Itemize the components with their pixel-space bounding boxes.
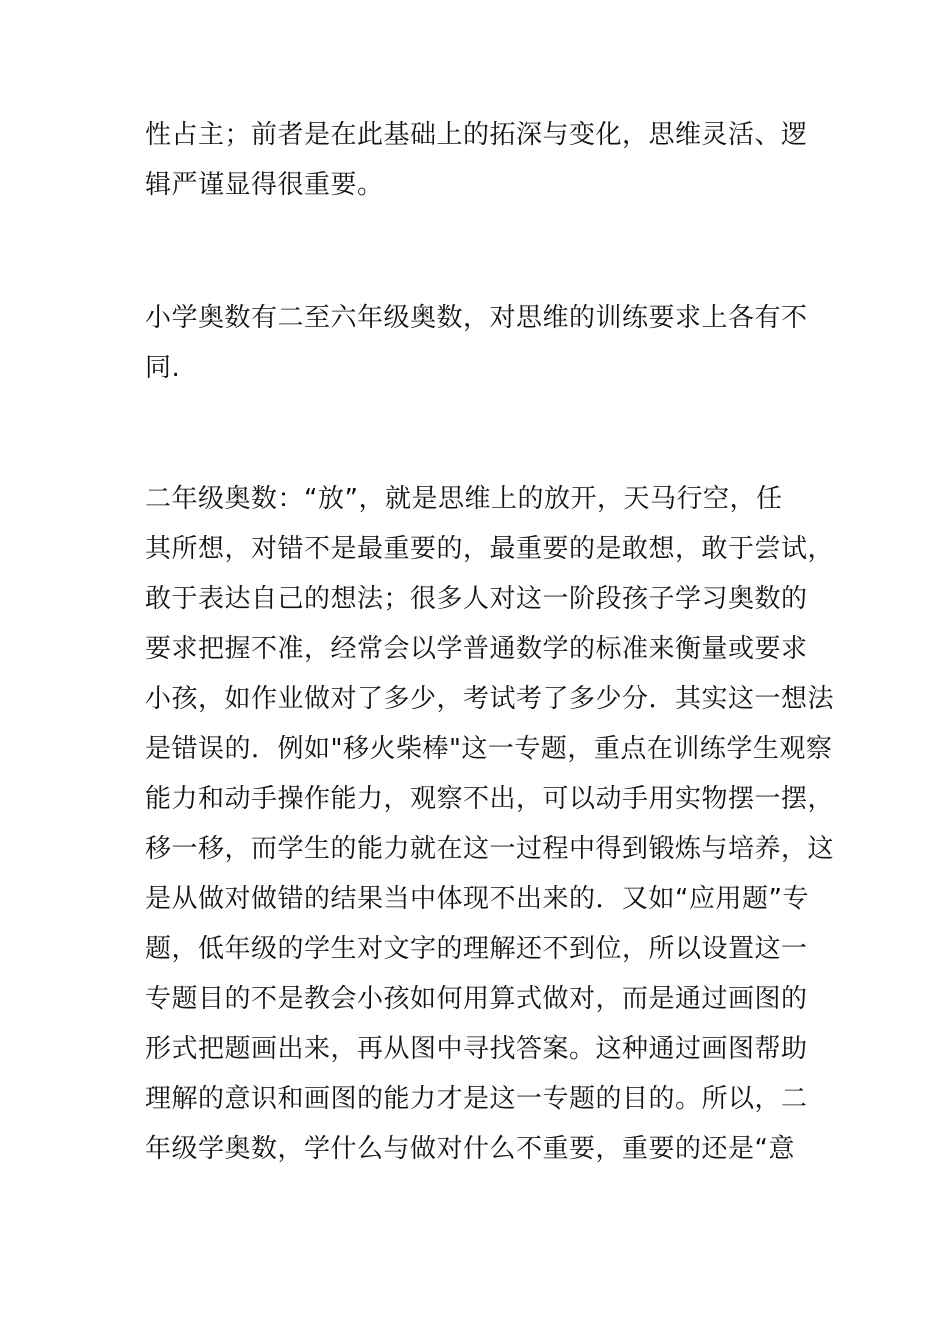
text-line: 题，低年级的学生对文字的理解还不到位，所以设置这一	[145, 934, 808, 964]
paragraph-3	[145, 474, 835, 1174]
text-line: 年级学奥数，学什么与做对什么不重要，重要的还是“意	[145, 1134, 795, 1164]
text-line: 辑严谨显得很重要。	[145, 170, 384, 200]
paragraph-1	[145, 110, 807, 210]
text-line: 小孩，如作业做对了多少，考试考了多少分．其实这一想法	[145, 684, 835, 714]
text-line: 专题目的不是教会小孩如何用算式做对，而是通过画图的	[145, 984, 808, 1014]
text-line: 同.	[145, 353, 181, 383]
text-line: 理解的意识和画图的能力才是这一专题的目的。所以，二	[145, 1084, 808, 1114]
text-line: 要求把握不准，经常会以学普通数学的标准来衡量或要求	[145, 634, 808, 664]
text-line: 是错误的．例如"移火柴棒"这一专题，重点在训练学生观察	[145, 734, 833, 764]
text-line: 其所想，对错不是最重要的，最重要的是敢想，敢于尝试，	[145, 534, 835, 564]
text-line: 小学奥数有二至六年级奥数，对思维的训练要求上各有不	[145, 303, 808, 333]
text-line: 能力和动手操作能力，观察不出，可以动手用实物摆一摆，	[145, 784, 835, 814]
paragraph-2	[145, 293, 807, 393]
text-line: 是从做对做错的结果当中体现不出来的．又如“应用题”专	[145, 884, 809, 914]
text-line: 形式把题画出来，再从图中寻找答案。这种通过画图帮助	[145, 1034, 808, 1064]
text-line: 敢于表达自己的想法；很多人对这一阶段孩子学习奥数的	[145, 584, 808, 614]
text-line: 性占主；前者是在此基础上的拓深与变化，思维灵活、逻	[145, 120, 808, 150]
text-line: 二年级奥数：“放”，就是思维上的放开，天马行空，任	[145, 484, 783, 514]
text-line: 移一移，而学生的能力就在这一过程中得到锻炼与培养，这	[145, 834, 835, 864]
